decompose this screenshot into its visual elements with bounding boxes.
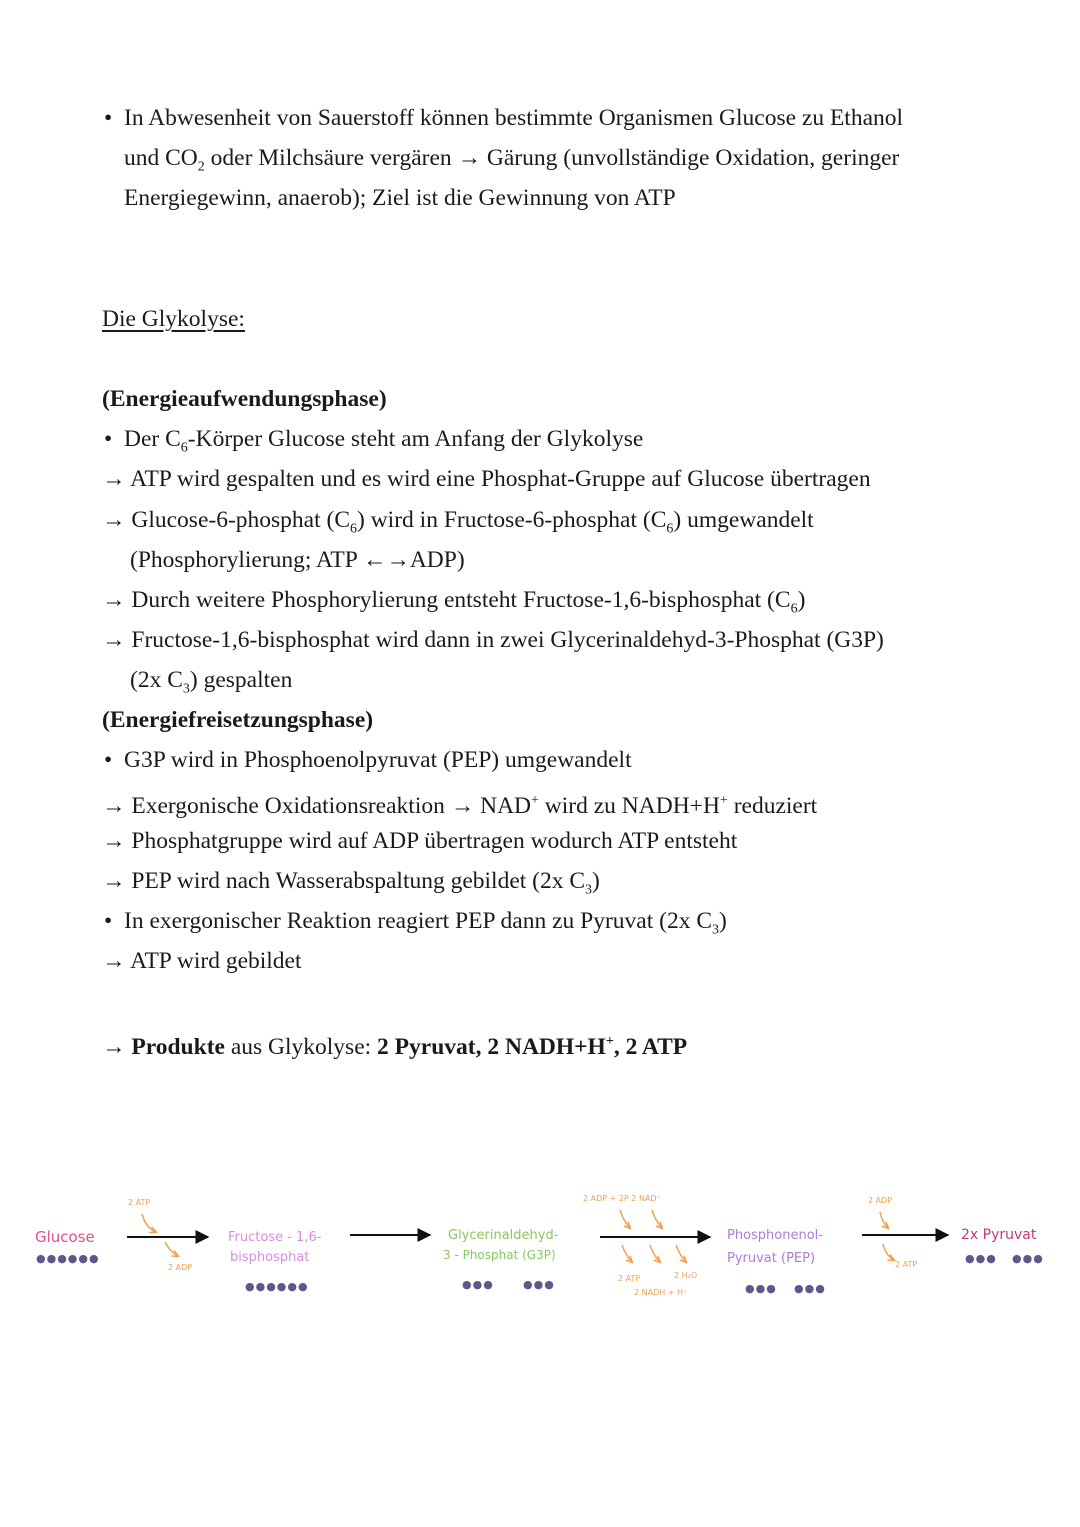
- adp-in-4: 2 ADP: [868, 1196, 893, 1205]
- phase1-line-2: → ATP wird gespalten und es wird eine Phosphat-Gruppe auf Glucose übertragen: [102, 466, 871, 492]
- phase1-title: (Energieaufwendungsphase): [102, 386, 387, 412]
- h2o-out-3: 2 H₂O: [674, 1271, 698, 1280]
- curve-h2o-out-3: [676, 1245, 686, 1262]
- phase1-line-5: → Durch weitere Phosphorylierung entsteht Fructose-1,6-bisphosphat $(C_6)$: [102, 587, 806, 617]
- curve-adp-in-3: [620, 1210, 630, 1228]
- phase2-line-5: In exergonischer Reaktion reagiert PEP dann zu Pyruvat (2x $C_3$): [124, 908, 727, 938]
- adp-out-1: 2 ADP: [168, 1263, 193, 1272]
- pep-dots-a: ●●●: [745, 1282, 777, 1295]
- glucose-label: Glucose: [35, 1228, 95, 1246]
- intro-line-2: und $CO_2$ oder Milchsäure vergären → Gärung (unvollständige Oxidation, geringer: [124, 145, 900, 175]
- curve-nadh-out-3: [650, 1245, 660, 1262]
- fructose-label-1: Fructose - 1,6-: [228, 1230, 322, 1245]
- g3p-dots-b: ●●●: [523, 1278, 555, 1291]
- atp-out-4: 2 ATP: [895, 1260, 918, 1269]
- phase2-line-4: → PEP wird nach Wasserabspaltung gebildet (2x $C_3$): [102, 868, 600, 898]
- phase2-title: (Energiefreisetzungsphase): [102, 707, 374, 733]
- section-heading: Die Glykolyse:: [102, 306, 245, 332]
- pep-dots-b: ●●●: [794, 1282, 826, 1295]
- phase2-line-3: → Phosphatgruppe wird auf ADP übertragen wodurch ATP entsteht: [102, 828, 738, 854]
- curve-adp-in-4: [880, 1212, 888, 1228]
- g3p-label-1: Glycerinaldehyd-: [448, 1228, 559, 1243]
- intro-bullet: •: [104, 105, 113, 131]
- atp-out-3: 2 ATP: [618, 1274, 641, 1283]
- phase2-line-2: → Exergonische Oxidationsreaktion → NAD+ wird zu NADH+H+ reduziert: [102, 792, 818, 819]
- pyruvat-label: 2x Pyruvat: [961, 1227, 1037, 1243]
- atp-in-1: 2 ATP: [128, 1198, 151, 1207]
- phase1-bullet: •: [104, 426, 113, 452]
- curve-atp-in-1: [142, 1214, 156, 1232]
- phase1-line-6: → Fructose-1,6-bisphosphat wird dann in zwei Glycerinaldehyd-3-Phosphat (G3P): [102, 627, 884, 653]
- fructose-dots: ●●●●●●: [245, 1280, 309, 1293]
- intro-line-3: Energiegewinn, anaerob); Ziel ist die Gewinnung von ATP: [124, 185, 676, 211]
- pep-label-2: Pyruvat (PEP): [727, 1251, 816, 1266]
- phase1-line-7: (2x $C_3$) gespalten: [130, 667, 293, 697]
- phase2-bullet-2: •: [104, 908, 113, 934]
- curve-atp-out-4: [883, 1244, 894, 1260]
- pyruvat-dots-b: ●●●: [1012, 1252, 1044, 1265]
- phase1-line-1: Der $C_6$-Körper Glucose steht am Anfang der Glykolyse: [124, 426, 644, 456]
- g3p-dots-a: ●●●: [462, 1278, 494, 1291]
- phase1-line-4: (Phosphorylierung; ATP ←→ADP): [130, 547, 465, 573]
- curve-nad-in-3: [652, 1210, 662, 1228]
- curve-adp-out-1: [165, 1242, 178, 1256]
- fructose-label-2: bisphosphat: [230, 1250, 310, 1265]
- pyruvat-dots-a: ●●●: [965, 1252, 997, 1265]
- phase2-bullet-1: •: [104, 747, 113, 773]
- glucose-dots: ●●●●●●: [36, 1252, 100, 1265]
- phase2-line-6: → ATP wird gebildet: [102, 948, 302, 974]
- pep-label-1: Phosphonenol-: [727, 1228, 823, 1243]
- phase1-line-3: → Glucose-6-phosphat $(C_6)$ wird in Fructose-6-phosphat $(C_6)$ umgewandelt: [102, 507, 814, 537]
- inputs-3: 2 ADP + 2P 2 NAD⁺: [583, 1194, 661, 1203]
- g3p-label-2: 3 - Phosphat (G3P): [443, 1248, 556, 1262]
- products-line: → Produkte aus Glykolyse: 2 Pyruvat, 2 NADH+H+, 2 ATP: [102, 1033, 688, 1060]
- curve-atp-out-3: [622, 1245, 632, 1262]
- phase2-line-1: G3P wird in Phosphoenolpyruvat (PEP) umgewandelt: [124, 747, 632, 773]
- intro-line-1: In Abwesenheit von Sauerstoff können bestimmte Organismen Glucose zu Ethanol: [124, 105, 904, 131]
- nadh-out-3: 2 NADH + H⁺: [634, 1288, 688, 1297]
